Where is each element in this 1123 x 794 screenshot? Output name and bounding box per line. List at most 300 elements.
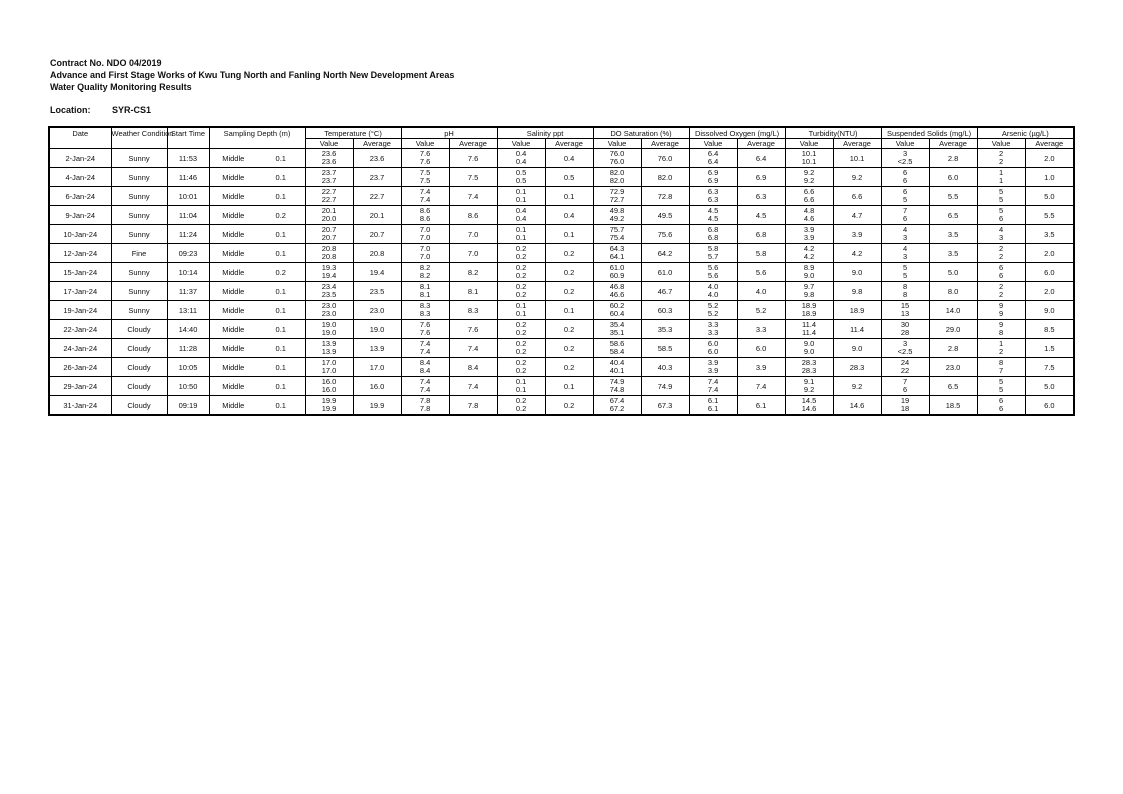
cell-values: [785, 320, 833, 339]
cell-values: [401, 263, 449, 282]
cell-average: 0.4: [545, 149, 593, 168]
cell-value: 6: [902, 385, 908, 394]
cell-value: 11.4: [802, 328, 817, 337]
cell-values: [305, 225, 353, 244]
cell-value: 8.9: [803, 263, 815, 272]
cell-value: 82.0: [609, 168, 625, 177]
cell-values: [881, 377, 929, 396]
cell-value: 19.0: [321, 320, 337, 329]
cell-value: 28: [900, 328, 910, 337]
cell-value: 6: [998, 263, 1004, 272]
cell-value: 9: [998, 320, 1004, 329]
cell-value: 1: [998, 339, 1004, 348]
cell-values: [593, 339, 641, 358]
cell-average: 6.5: [929, 377, 977, 396]
cell-value: 0.2: [515, 404, 527, 413]
cell-value: 8.4: [419, 358, 431, 367]
cell-start-time: 13:11: [167, 301, 209, 320]
cell-value: 13: [900, 309, 910, 318]
cell-values: [305, 339, 353, 358]
cell-values: [881, 244, 929, 263]
cell-value: 0.2: [515, 339, 527, 348]
cell-values: [401, 339, 449, 358]
table-row: [49, 149, 1074, 168]
cell-value: 4: [902, 225, 908, 234]
location-value: SYR-CS1: [112, 105, 152, 115]
cell-average: 0.2: [545, 358, 593, 377]
cell-weather: Cloudy: [111, 339, 167, 358]
subheader-average: Average: [929, 139, 977, 149]
cell-value: 0.4: [515, 149, 527, 158]
header-group: Suspended Solids (mg/L): [881, 127, 977, 139]
cell-value: 6: [902, 214, 908, 223]
cell-value: 19: [900, 396, 910, 405]
cell-values: [497, 282, 545, 301]
cell-value: 5: [998, 187, 1004, 196]
cell-value: 3.3: [707, 328, 719, 337]
header-group: Arsenic (µg/L): [977, 127, 1074, 139]
cell-value: 19.9: [321, 404, 337, 413]
cell-average: 1.5: [1025, 339, 1074, 358]
cell-average: 0.1: [545, 187, 593, 206]
cell-values: [593, 320, 641, 339]
cell-date: 26-Jan-24: [49, 358, 111, 377]
cell-values: [497, 225, 545, 244]
cell-values: [785, 225, 833, 244]
cell-value: 6.4: [707, 149, 719, 158]
cell-value: 5.6: [707, 263, 719, 272]
cell-values: [497, 301, 545, 320]
cell-depth-m: 0.1: [257, 244, 305, 263]
cell-value: 8.3: [419, 309, 431, 318]
cell-value: 20.1: [321, 206, 337, 215]
cell-value: 4.8: [803, 206, 815, 215]
cell-value: 9.2: [803, 385, 815, 394]
table-header: [49, 127, 1074, 149]
cell-average: 7.4: [737, 377, 785, 396]
cell-values: [497, 263, 545, 282]
cell-average: 8.1: [449, 282, 497, 301]
cell-value: 16.0: [321, 385, 337, 394]
cell-value: 4.5: [707, 206, 719, 215]
cell-average: 61.0: [641, 263, 689, 282]
cell-value: 23.0: [321, 301, 337, 310]
cell-weather: Sunny: [111, 149, 167, 168]
cell-average: 0.2: [545, 244, 593, 263]
cell-average: 8.6: [449, 206, 497, 225]
cell-value: 3: [998, 233, 1004, 242]
cell-start-time: 11:04: [167, 206, 209, 225]
cell-value: 35.4: [609, 320, 625, 329]
cell-depth-label: Middle: [209, 396, 257, 416]
cell-value: 72.9: [609, 187, 625, 196]
cell-value: 3.9: [803, 233, 815, 242]
cell-average: 20.7: [353, 225, 401, 244]
cell-value: 23.6: [321, 157, 337, 166]
subheader-value: Value: [785, 139, 833, 149]
cell-value: 60.9: [609, 271, 625, 280]
cell-average: 7.8: [449, 396, 497, 416]
subheader-average: Average: [737, 139, 785, 149]
cell-value: 7.5: [419, 176, 431, 185]
header-group: DO Saturation (%): [593, 127, 689, 139]
cell-average: 9.0: [1025, 301, 1074, 320]
cell-value: 23.7: [321, 176, 337, 185]
cell-average: 6.0: [1025, 263, 1074, 282]
header-group: Salinity ppt: [497, 127, 593, 139]
cell-value: 60.2: [609, 301, 625, 310]
subheader-value: Value: [305, 139, 353, 149]
cell-value: 22.7: [321, 187, 337, 196]
cell-value: 7.6: [419, 149, 431, 158]
cell-average: 82.0: [641, 168, 689, 187]
cell-average: 3.9: [833, 225, 881, 244]
cell-values: [497, 320, 545, 339]
table-row: [49, 358, 1074, 377]
cell-value: 18.9: [801, 309, 817, 318]
cell-average: 5.2: [737, 301, 785, 320]
cell-average: 0.4: [545, 206, 593, 225]
cell-start-time: 14:40: [167, 320, 209, 339]
cell-average: 5.0: [929, 263, 977, 282]
cell-average: 7.0: [449, 244, 497, 263]
cell-depth-label: Middle: [209, 301, 257, 320]
cell-depth-m: 0.1: [257, 358, 305, 377]
cell-value: 0.4: [515, 157, 527, 166]
cell-values: [881, 149, 929, 168]
cell-value: 0.4: [515, 214, 527, 223]
cell-average: 19.0: [353, 320, 401, 339]
cell-date: 6-Jan-24: [49, 187, 111, 206]
header-start-time: Start Time: [167, 127, 209, 139]
cell-values: [593, 244, 641, 263]
cell-start-time: 11:24: [167, 225, 209, 244]
cell-value: 17.0: [321, 358, 337, 367]
cell-value: 0.2: [515, 328, 527, 337]
cell-value: 6: [902, 168, 908, 177]
cell-value: 6.3: [707, 195, 719, 204]
cell-average: 35.3: [641, 320, 689, 339]
cell-value: 1: [998, 176, 1004, 185]
cell-values: [593, 206, 641, 225]
cell-average: 0.1: [545, 301, 593, 320]
cell-value: 20.8: [321, 244, 337, 253]
cell-value: 15: [900, 301, 910, 310]
cell-average: 6.4: [737, 149, 785, 168]
cell-values: [977, 187, 1025, 206]
cell-date: 4-Jan-24: [49, 168, 111, 187]
cell-value: 0.2: [515, 271, 527, 280]
report-title: Water Quality Monitoring Results: [50, 82, 192, 92]
cell-average: 60.3: [641, 301, 689, 320]
cell-average: 46.7: [641, 282, 689, 301]
subheader-average: Average: [1025, 139, 1074, 149]
cell-value: 7: [902, 206, 908, 215]
cell-value: 6.0: [707, 339, 719, 348]
cell-value: 0.1: [515, 225, 527, 234]
cell-value: 3.9: [707, 366, 719, 375]
cell-average: 0.1: [545, 377, 593, 396]
cell-values: [497, 377, 545, 396]
cell-value: 8.1: [419, 282, 431, 291]
cell-average: 64.2: [641, 244, 689, 263]
cell-average: 7.6: [449, 320, 497, 339]
cell-date: 24-Jan-24: [49, 339, 111, 358]
cell-value: 3: [902, 149, 908, 158]
cell-average: 20.1: [353, 206, 401, 225]
table-row: [49, 301, 1074, 320]
cell-values: [977, 396, 1025, 416]
cell-value: 24: [900, 358, 910, 367]
cell-value: 0.2: [515, 358, 527, 367]
cell-value: 9.2: [803, 168, 815, 177]
cell-value: 7.0: [419, 252, 431, 261]
cell-value: 30: [900, 320, 910, 329]
cell-value: 23.6: [321, 149, 337, 158]
cell-value: 7.6: [419, 328, 431, 337]
cell-value: 14.6: [801, 404, 817, 413]
cell-values: [689, 301, 737, 320]
cell-values: [785, 339, 833, 358]
cell-average: 58.5: [641, 339, 689, 358]
cell-average: 5.5: [1025, 206, 1074, 225]
cell-average: 2.0: [1025, 282, 1074, 301]
cell-average: 0.1: [545, 225, 593, 244]
cell-value: 2: [998, 347, 1004, 356]
cell-start-time: 10:50: [167, 377, 209, 396]
cell-date: 22-Jan-24: [49, 320, 111, 339]
subheader-value: Value: [977, 139, 1025, 149]
cell-values: [593, 149, 641, 168]
cell-average: 0.2: [545, 263, 593, 282]
cell-depth-label: Middle: [209, 320, 257, 339]
cell-values: [593, 396, 641, 416]
cell-weather: Cloudy: [111, 320, 167, 339]
cell-values: [305, 187, 353, 206]
cell-average: 6.6: [833, 187, 881, 206]
cell-value: 4: [902, 244, 908, 253]
cell-weather: Sunny: [111, 187, 167, 206]
cell-value: 7.4: [419, 385, 431, 394]
cell-value: 23.5: [321, 290, 337, 299]
cell-values: [785, 149, 833, 168]
cell-average: 18.9: [833, 301, 881, 320]
cell-value: 20.7: [321, 233, 337, 242]
cell-values: [977, 282, 1025, 301]
cell-average: 9.0: [833, 263, 881, 282]
cell-value: 6: [998, 271, 1004, 280]
cell-value: 58.6: [609, 339, 625, 348]
cell-average: 0.2: [545, 320, 593, 339]
cell-value: 8.3: [419, 301, 431, 310]
cell-depth-label: Middle: [209, 225, 257, 244]
cell-values: [497, 168, 545, 187]
cell-average: 7.5: [449, 168, 497, 187]
cell-values: [881, 282, 929, 301]
cell-depth-m: 0.2: [257, 206, 305, 225]
cell-value: 20.0: [321, 214, 337, 223]
cell-value: 82.0: [609, 176, 625, 185]
cell-date: 17-Jan-24: [49, 282, 111, 301]
water-quality-table: [48, 126, 1075, 416]
cell-average: 7.4: [449, 339, 497, 358]
cell-values: [977, 320, 1025, 339]
cell-depth-label: Middle: [209, 358, 257, 377]
cell-values: [497, 187, 545, 206]
cell-average: 23.0: [929, 358, 977, 377]
cell-value: 9.1: [803, 377, 815, 386]
cell-average: 75.6: [641, 225, 689, 244]
cell-value: 9.0: [803, 347, 815, 356]
cell-value: 4.2: [803, 244, 815, 253]
cell-depth-m: 0.1: [257, 282, 305, 301]
cell-average: 23.5: [353, 282, 401, 301]
cell-average: 2.0: [1025, 149, 1074, 168]
cell-value: 40.1: [609, 366, 625, 375]
cell-depth-label: Middle: [209, 282, 257, 301]
cell-values: [593, 358, 641, 377]
cell-average: 16.0: [353, 377, 401, 396]
cell-value: 23.7: [321, 168, 337, 177]
cell-values: [305, 168, 353, 187]
table-row: [49, 396, 1074, 416]
cell-value: 10.1: [801, 149, 817, 158]
cell-average: 28.3: [833, 358, 881, 377]
cell-value: 7.6: [419, 157, 431, 166]
cell-value: 64.1: [609, 252, 625, 261]
cell-value: 8: [902, 290, 908, 299]
header-group: pH: [401, 127, 497, 139]
subheader-average: Average: [449, 139, 497, 149]
cell-values: [305, 358, 353, 377]
cell-value: 2: [998, 290, 1004, 299]
cell-average: 5.6: [737, 263, 785, 282]
header-group: Turbidity(NTU): [785, 127, 881, 139]
cell-average: 7.5: [1025, 358, 1074, 377]
cell-depth-label: Middle: [209, 244, 257, 263]
table-row: [49, 377, 1074, 396]
cell-average: 4.2: [833, 244, 881, 263]
cell-value: 74.9: [609, 377, 625, 386]
cell-depth-label: Middle: [209, 187, 257, 206]
contract-number: Contract No. NDO 04/2019: [50, 58, 162, 68]
cell-value: 0.2: [515, 396, 527, 405]
cell-value: 0.2: [515, 366, 527, 375]
cell-values: [977, 244, 1025, 263]
cell-date: 29-Jan-24: [49, 377, 111, 396]
location-line: [50, 105, 151, 115]
cell-value: 0.1: [515, 301, 527, 310]
cell-start-time: 10:14: [167, 263, 209, 282]
cell-depth-label: Middle: [209, 206, 257, 225]
cell-value: 7.4: [419, 187, 431, 196]
cell-value: 6.4: [707, 157, 719, 166]
cell-value: 10.1: [801, 157, 817, 166]
cell-average: 3.9: [737, 358, 785, 377]
cell-average: 7.4: [449, 377, 497, 396]
cell-weather: Sunny: [111, 225, 167, 244]
cell-value: 0.2: [515, 282, 527, 291]
table-row: [49, 225, 1074, 244]
cell-values: [593, 377, 641, 396]
cell-average: 9.2: [833, 168, 881, 187]
cell-average: 4.5: [737, 206, 785, 225]
cell-value: 60.4: [609, 309, 625, 318]
cell-value: 19.4: [321, 271, 337, 280]
cell-value: 5: [902, 195, 908, 204]
cell-depth-m: 0.2: [257, 263, 305, 282]
cell-average: 6.3: [737, 187, 785, 206]
cell-value: 23.4: [321, 282, 337, 291]
cell-average: 8.5: [1025, 320, 1074, 339]
header-weather: Weather Condition: [111, 128, 174, 138]
cell-value: 67.4: [609, 396, 625, 405]
cell-value: 7: [902, 377, 908, 386]
cell-value: 0.2: [515, 347, 527, 356]
cell-value: 7.4: [419, 377, 431, 386]
table-row: [49, 282, 1074, 301]
cell-value: 7.0: [419, 225, 431, 234]
cell-value: 22: [900, 366, 910, 375]
cell-values: [689, 149, 737, 168]
cell-start-time: 11:28: [167, 339, 209, 358]
cell-average: 4.7: [833, 206, 881, 225]
cell-values: [881, 206, 929, 225]
cell-values: [401, 168, 449, 187]
cell-depth-m: 0.1: [257, 187, 305, 206]
subheader-average: Average: [833, 139, 881, 149]
cell-values: [977, 168, 1025, 187]
cell-values: [785, 168, 833, 187]
table-row: [49, 263, 1074, 282]
cell-average: 5.0: [1025, 377, 1074, 396]
cell-values: [689, 320, 737, 339]
cell-values: [881, 301, 929, 320]
cell-value: 6: [902, 187, 908, 196]
cell-value: 3: [902, 233, 908, 242]
cell-values: [785, 282, 833, 301]
subheader-average: Average: [641, 139, 689, 149]
cell-value: 0.1: [515, 195, 527, 204]
cell-average: 14.6: [833, 396, 881, 416]
cell-depth-label: Middle: [209, 263, 257, 282]
cell-weather: Sunny: [111, 263, 167, 282]
cell-value: 9.0: [803, 271, 815, 280]
cell-value: 8.2: [419, 263, 431, 272]
cell-values: [881, 320, 929, 339]
cell-start-time: 11:37: [167, 282, 209, 301]
cell-value: 35.1: [609, 328, 625, 337]
cell-average: 6.0: [737, 339, 785, 358]
cell-values: [881, 263, 929, 282]
cell-value: 0.2: [515, 290, 527, 299]
cell-values: [689, 377, 737, 396]
subheader-value: Value: [881, 139, 929, 149]
cell-value: 76.0: [609, 149, 625, 158]
cell-value: 6.9: [707, 176, 719, 185]
cell-value: 23.0: [321, 309, 337, 318]
cell-average: 7.6: [449, 149, 497, 168]
cell-date: 9-Jan-24: [49, 206, 111, 225]
cell-value: 9: [998, 301, 1004, 310]
cell-value: 67.2: [609, 404, 625, 413]
cell-average: 6.1: [737, 396, 785, 416]
cell-value: 8.4: [419, 366, 431, 375]
cell-average: 6.0: [1025, 396, 1074, 416]
cell-values: [401, 320, 449, 339]
cell-values: [881, 339, 929, 358]
cell-average: 6.8: [737, 225, 785, 244]
